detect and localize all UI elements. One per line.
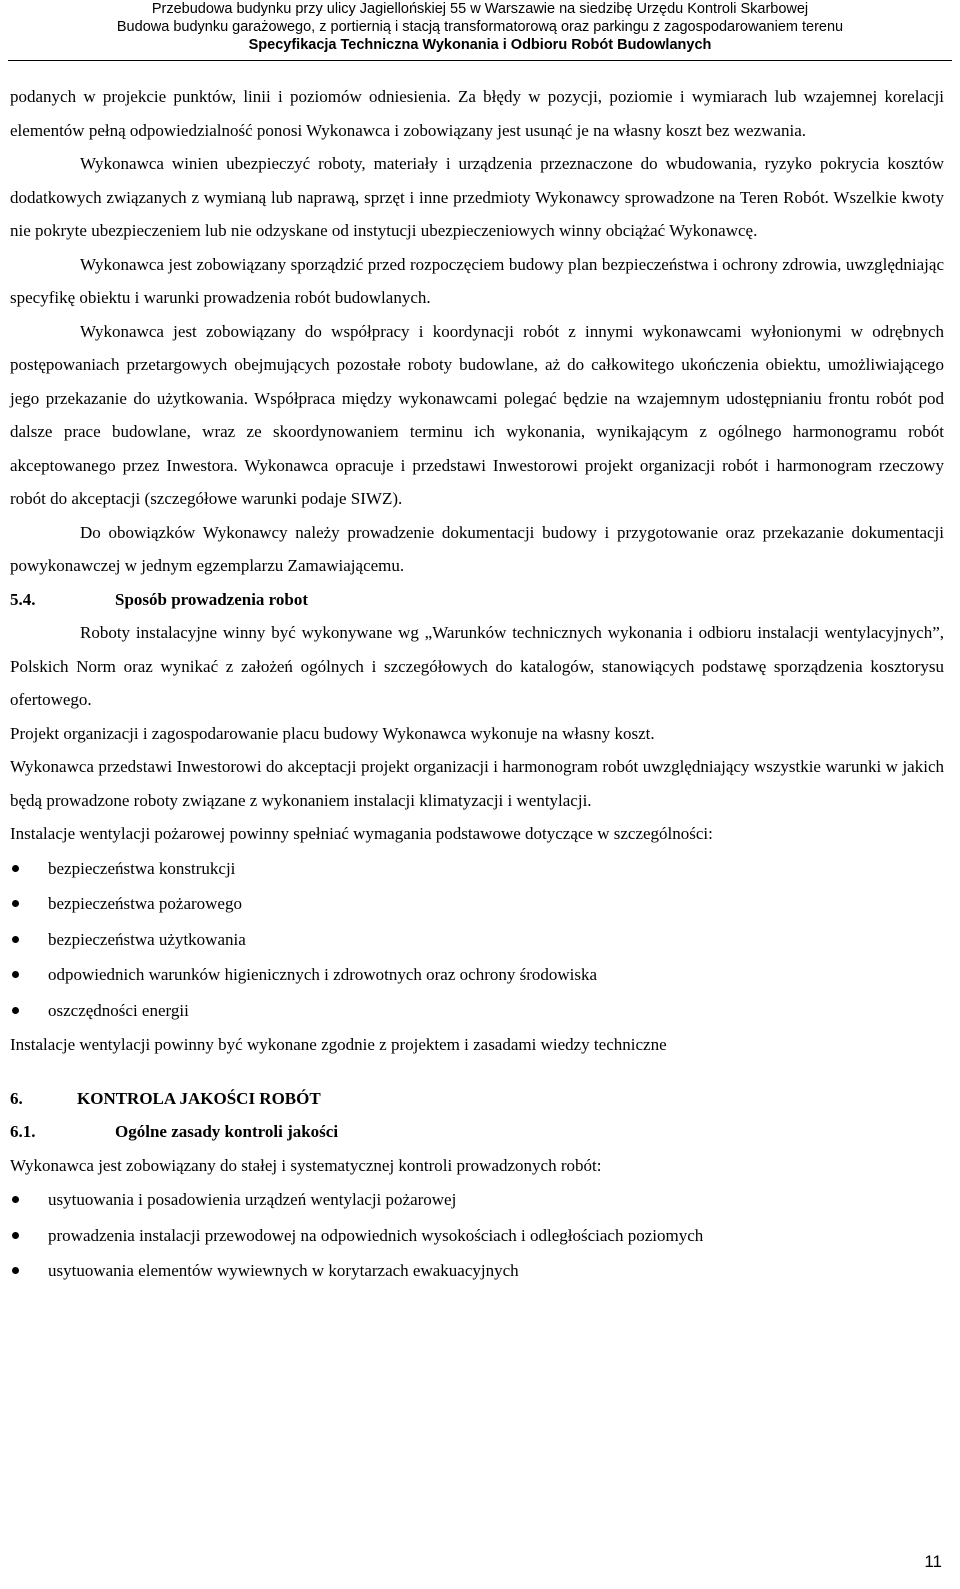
list-item xyxy=(10,957,944,993)
list-item xyxy=(10,993,944,1029)
bullet-icon xyxy=(12,865,19,872)
list-item xyxy=(10,922,944,958)
paragraph: Roboty instalacyjne winny być wykonywane wg „Warunków technicznych wykonania i odbioru instalacji wentylacyjnych”, Polskich Norm oraz wynikać z założeń ogólnych i szczegółowych do katalogów, stanowiących podstawę sporządzenia kosztorysu ofertowego. xyxy=(10,623,944,709)
bullet-icon xyxy=(12,900,19,907)
section-title: Ogólne zasady kontroli jakości xyxy=(115,1122,339,1141)
page-header xyxy=(0,0,960,54)
bullet-list xyxy=(10,1182,944,1289)
section-heading-6 xyxy=(10,1082,944,1116)
list-item-text: odpowiednich warunków higienicznych i zdrowotnych oraz ochrony środowiska xyxy=(48,965,598,984)
section-number: 5.4. xyxy=(10,589,36,609)
list-item xyxy=(10,1218,944,1254)
paragraph: Do obowiązków Wykonawcy należy prowadzenie dokumentacji budowy i przygotowanie oraz przekazanie dokumentacji powykonawczej w jednym egzemplarzu Zamawiającemu. xyxy=(10,522,944,575)
bullet-icon xyxy=(12,1196,19,1203)
paragraph: podanych w projekcie punktów, linii i poziomów odniesienia. Za błędy w pozycji, poziomie i wymiarach lub wzajemnej korelacji elementów pełną odpowiedzialność ponosi Wykonawca i zobowiązany jest usunąć je na własny koszt bez wezwania. xyxy=(10,87,944,140)
page-number: 11 xyxy=(924,1552,942,1571)
bullet-icon xyxy=(12,936,19,943)
bullet-list xyxy=(10,851,944,1029)
list-item-text: prowadzenia instalacji przewodowej na odpowiednich wysokościach i odległościach poziomych xyxy=(48,1225,704,1245)
spacer xyxy=(10,1062,944,1082)
list-item xyxy=(10,851,944,887)
list-item-text: bezpieczeństwa pożarowego xyxy=(48,894,242,913)
header-line-1: Przebudowa budynku przy ulicy Jagiellońskiej 55 w Warszawie na siedzibę Urzędu Kontroli Skarbowej xyxy=(151,1,809,17)
list-item-text: usytuowania i posadowienia urządzeń wentylacji pożarowej xyxy=(48,1190,457,1209)
paragraph: Projekt organizacji i zagospodarowanie placu budowy Wykonawca wykonuje na własny koszt. xyxy=(10,723,655,743)
paragraph: Wykonawca jest zobowiązany do stałej i systematycznej kontroli prowadzonych robót: xyxy=(10,1155,602,1175)
list-item-text: bezpieczeństwa użytkowania xyxy=(48,929,246,949)
paragraph: Wykonawca winien ubezpieczyć roboty, materiały i urządzenia przeznaczone do wbudowania, ryzyko pokrycia kosztów dodatkowych związanych z wymianą lub naprawą, sprzęt i inne przedmioty Wykonawcy sprowadzone na Teren Robót. Wszelkie kwoty nie pokryte ubezpieczeniem lub nie odzyskane od instytucji ubezpieczeniowych winny obciążać Wykonawcę. xyxy=(10,154,944,240)
section-number: 6. xyxy=(10,1088,23,1108)
list-item-text: usytuowania elementów wywiewnych w korytarzach ewakuacyjnych xyxy=(48,1261,519,1280)
header-line-2: Budowa budynku garażowego, z portiernią i stacją transformatorową oraz parkingu z zagospodarowaniem terenu xyxy=(116,19,844,35)
list-item xyxy=(10,886,944,922)
list-item xyxy=(10,1182,944,1218)
document-body xyxy=(10,80,944,1289)
paragraph: Wykonawca jest zobowiązany do współpracy i koordynacji robót z innymi wykonawcami wyłonionymi w odrębnych postępowaniach przetargowych obejmujących pozostałe roboty budowlane, aż do całkowitego ukończenia obiektu, umożliwiającego jego przekazanie do użytkowania. Współpraca między wykonawcami polegać będzie na wzajemnym udostępnianiu frontu robót pod dalsze prace budowlane, wraz ze skoordynowaniem terminu ich wykonania, wynikającym z ogólnego harmonogramu robót akceptowanego przez Inwestora. Wykonawca opracuje i przedstawi Inwestorowi projekt organizacji robót i harmonogram rzeczowy robót do akceptacji (szczegółowe warunki podaje SIWZ). xyxy=(10,321,944,508)
section-heading-5-4 xyxy=(10,583,944,617)
paragraph: Instalacje wentylacji powinny być wykonane zgodnie z projektem i zasadami wiedzy techniczne xyxy=(10,1035,667,1054)
header-divider xyxy=(8,60,952,61)
bullet-icon xyxy=(12,1267,19,1274)
bullet-icon xyxy=(12,1232,19,1239)
list-item-text: bezpieczeństwa konstrukcji xyxy=(48,858,236,878)
bullet-icon xyxy=(12,1007,19,1014)
section-title: KONTROLA JAKOŚCI ROBÓT xyxy=(77,1088,321,1108)
list-item xyxy=(10,1253,944,1289)
paragraph: Wykonawca jest zobowiązany sporządzić przed rozpoczęciem budowy plan bezpieczeństwa i ochrony zdrowia, uwzględniając specyfikę obiektu i warunki prowadzenia robót budowlanych. xyxy=(10,254,944,307)
paragraph: Instalacje wentylacji pożarowej powinny spełniać wymagania podstawowe dotyczące w szczególności: xyxy=(10,824,713,843)
section-number: 6.1. xyxy=(10,1122,36,1141)
section-heading-6-1 xyxy=(10,1115,944,1149)
paragraph: Wykonawca przedstawi Inwestorowi do akceptacji projekt organizacji i harmonogram robót uwzględniający wszystkie warunki w jakich będą prowadzone roboty związane z wykonaniem instalacji klimatyzacji i wentylacji. xyxy=(10,757,944,810)
list-item-text: oszczędności energii xyxy=(48,1000,189,1020)
header-line-3: Specyfikacja Techniczna Wykonania i Odbioru Robót Budowlanych xyxy=(248,37,712,53)
bullet-icon xyxy=(12,971,19,978)
section-title: Sposób prowadzenia robot xyxy=(115,589,309,609)
